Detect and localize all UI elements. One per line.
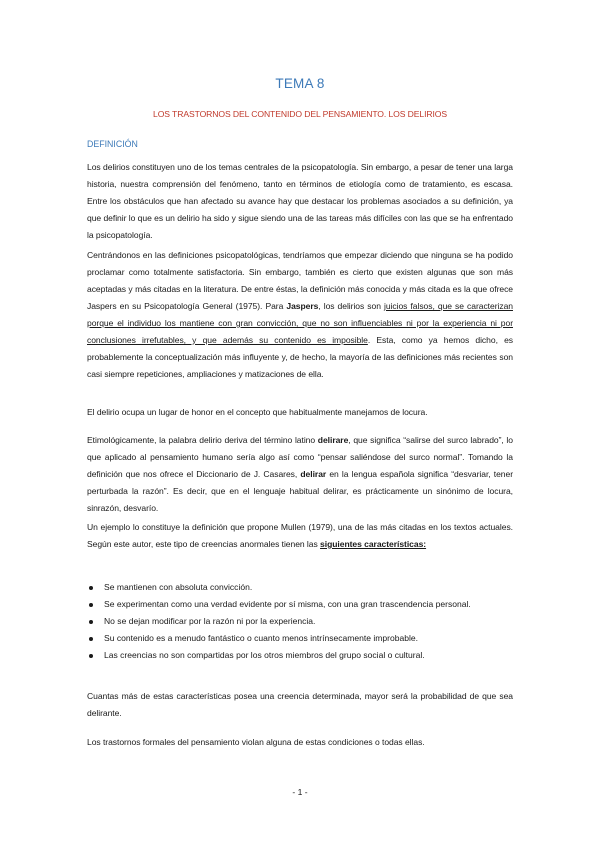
paragraph-3: El delirio ocupa un lugar de honor en el concepto que habitualmente manejamos de locura. — [87, 407, 428, 417]
paragraph-1: Los delirios constituyen uno de los temas centrales de la psicopatología. Sin embargo, a pesar de tener una larga historia, nuestra comprensión del fenómeno, tanto en términos de etiología como de tratamiento, es escasa. Entre los obstáculos que han afectado su avance hay que destacar los problemas asociados a su definición, ya que definir lo que es un delirio ha sido y sigue siendo una de las tareas más difíciles con las que se ha enfrentado la psicopatología. — [87, 162, 513, 240]
p2-text-2: , los delirios son — [318, 301, 384, 311]
list-item-text: Su contenido es a menudo fantástico o cuanto menos intrínsecamente improbable. — [104, 633, 419, 643]
list-item-text: No se dejan modificar por la razón ni por la experiencia. — [104, 616, 316, 626]
p5-characteristics: siguientes características: — [320, 539, 427, 549]
p5-text-1: Un ejemplo lo constituye la definición que propone Mullen (1979), una de las más citadas en los textos actuales. Según este autor, este tipo de creencias anormales tienen las — [87, 522, 513, 549]
p2-text-3: . Esta, como ya hemos dicho, es probablemente la conceptualización más influyente y, de hecho, la mayoría de las definiciones más recientes son casi siempre repeticiones, ampliaciones y matizaciones de ella. — [87, 335, 514, 379]
paragraph-4 — [87, 432, 513, 517]
list-item-text: Se mantienen con absoluta convicción. — [104, 582, 253, 592]
list-item — [87, 630, 513, 647]
list-item — [87, 579, 513, 596]
document-subtitle: LOS TRASTORNOS DEL CONTENIDO DEL PENSAMIENTO. LOS DELIRIOS — [153, 109, 447, 119]
bullet-icon — [89, 586, 93, 590]
bullet-icon — [89, 620, 93, 624]
p4-text-3: en la lengua española significa “desvariar, tener perturbada la razón”. Es decir, que en el lenguaje habitual delirar, es prácticamente un sinónimo de locura, sinrazón, desvarío. — [87, 469, 513, 513]
p4-delirare: delirare — [317, 435, 349, 445]
list-item — [87, 647, 513, 664]
p4-text-1: Etimológicamente, la palabra delirio deriva del término latino — [87, 435, 318, 445]
section-heading: DEFINICIÓN — [87, 139, 138, 149]
paragraph-6: Cuantas más de estas características posea una creencia determinada, mayor será la probabilidad de que sea delirante. — [87, 691, 513, 718]
p4-delirar: delirar — [300, 469, 327, 479]
list-item-text: Se experimentan como una verdad evidente por sí misma, con una gran trascendencia personal. — [104, 599, 471, 609]
characteristics-list — [87, 579, 513, 664]
bullet-icon — [89, 603, 93, 607]
paragraph-7: Los trastornos formales del pensamiento violan alguna de estas condiciones o todas ellas. — [87, 737, 425, 747]
bullet-icon — [89, 654, 93, 658]
p2-underlined-definition: juicios falsos, que se caracterizan porque el individuo los mantiene con gran convicción, que no son influenciables ni por la experiencia ni por conclusiones irrefutables, y que además su contenido es imposible — [87, 301, 513, 345]
list-item — [87, 613, 513, 630]
list-item — [87, 596, 513, 613]
p2-jaspers: Jaspers — [286, 301, 319, 311]
document-title: TEMA 8 — [275, 76, 325, 91]
paragraph-5 — [87, 519, 513, 553]
p4-text-2: , que significa “salirse del surco labrado”, lo que aplicado al pensamiento humano sería algo así como “pensar saliéndose del surco normal”. Tomando la definición que nos ofrece el Diccionario de J. Casares, — [87, 435, 513, 479]
p2-text-1: Centrándonos en las definiciones psicopatológicas, tendríamos que empezar diciendo que ninguna se ha podido proclamar como totalmente satisfactoria. Sin embargo, también es cierto que existen algunas que son más aceptadas y más citadas en la literatura. De entre éstas, la definición más conocida y más citada es la que ofrece Jaspers en su Psicopatología General (1975). Para — [87, 250, 513, 311]
page-number: - 1 - — [292, 787, 308, 797]
paragraph-2 — [87, 247, 513, 383]
bullet-icon — [89, 637, 93, 641]
list-item-text: Las creencias no son compartidas por los otros miembros del grupo social o cultural. — [104, 650, 425, 660]
